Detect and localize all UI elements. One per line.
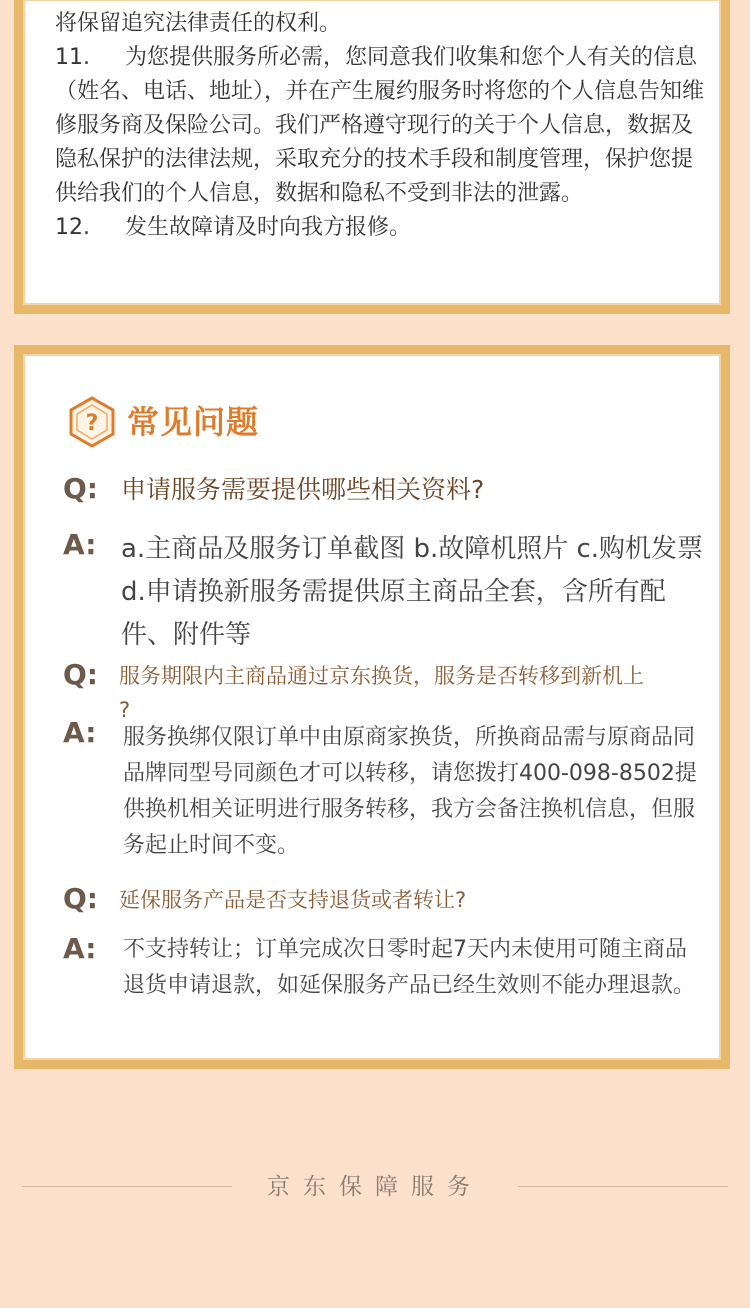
question-text: 服务期限内主商品通过京东换货，服务是否转移到新机上	[119, 664, 644, 688]
a-mark: A:	[63, 716, 97, 749]
q-mark: Q:	[63, 472, 98, 505]
terms-text	[55, 7, 705, 245]
question-text: 延保服务产品是否支持退货或者转让?	[119, 888, 467, 912]
answer-text: 不支持转让；订单完成次日零时起7天内未使用可随主商品退货申请退款，如延保服务产品已经生效则不能办理退款。	[123, 937, 696, 998]
question-text-continued: ?	[119, 698, 131, 722]
terms-item-11-number: 11.	[55, 45, 90, 70]
terms-item-11-text: 为您提供服务所必需，您同意我们收集和您个人有关的信息（姓名、电话、地址），并在产生履约服务时将您的个人信息告知维修服务商及保险公司。我们严格遵守现行的关于个人信息，数据及隐私保护的法律法规，采取充分的技术手段和制度管理，保护您提供给我们的个人信息，数据和隐私不受到非法的泄露。	[55, 45, 705, 206]
question-text: 申请服务需要提供哪些相关资料?	[121, 475, 485, 504]
footer-brand: 京东保障服务	[267, 1174, 483, 1200]
terms-card	[14, 0, 730, 314]
terms-item-11	[55, 41, 705, 211]
a-mark: A:	[63, 528, 97, 561]
answer-text: 服务换绑仅限订单中由原商家换货，所换商品需与原商品同品牌同型号同颜色才可以转移，请您拨打400-098-8502提供换机相关证明进行服务转移，我方会备注换机信息，但服务起止时间不变。	[123, 725, 697, 858]
question-hexagon-icon	[69, 396, 115, 448]
terms-item-12	[55, 211, 705, 245]
q-mark: Q:	[63, 658, 98, 691]
terms-item-12-text: 发生故障请及时向我方报修。	[125, 215, 412, 240]
answer-text: a.主商品及服务订单截图 b.故障机照片 c.购机发票 d.申请换新服务需提供原主商品全套，含所有配件、附件等	[121, 534, 704, 650]
faq-title: 常见问题	[127, 403, 260, 441]
a-mark: A:	[63, 932, 97, 965]
q-mark: Q:	[63, 882, 98, 915]
terms-line-intro: 将保留追究法律责任的权利。	[55, 11, 342, 36]
question-mark-glyph: ?	[85, 411, 99, 436]
faq-card	[14, 345, 730, 1069]
terms-item-12-number: 12.	[55, 215, 90, 240]
